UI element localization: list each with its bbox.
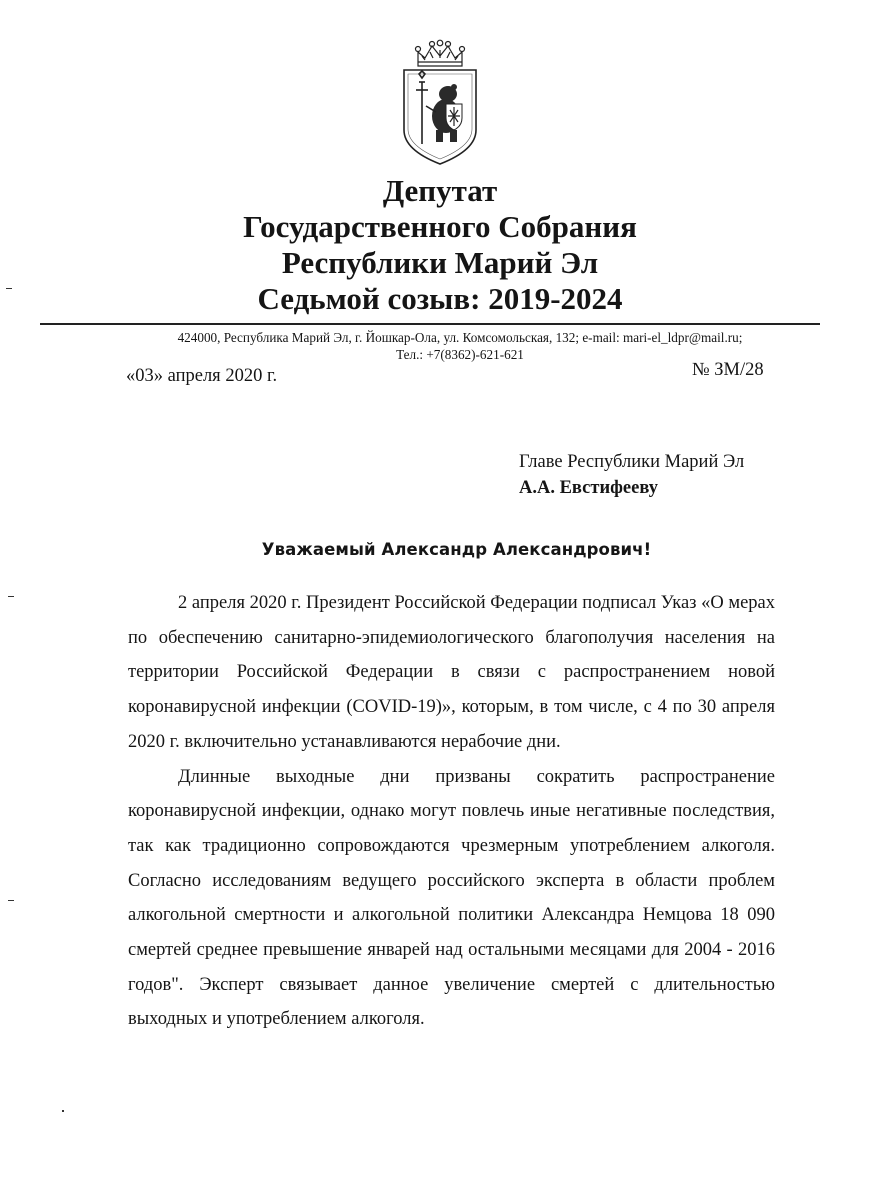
addressee-name: А.А. Евстифееву: [519, 478, 658, 498]
scan-mark: [6, 288, 12, 289]
title-line-2: Государственного Собрания: [243, 209, 637, 244]
letter-number: № ЗМ/28: [692, 360, 764, 380]
addressee-position: Главе Республики Марий Эл: [519, 452, 745, 472]
address-line-1: 424000, Республика Марий Эл, г. Йошкар-Ола, ул. Комсомольская, 132; e-mail: mari-el_ldpr@mail.ru;: [177, 330, 743, 345]
coat-of-arms-emblem: [400, 38, 480, 168]
scan-mark: [62, 1110, 64, 1112]
title-line-3: Республики Марий Эл: [281, 245, 599, 280]
paragraph-2: Длинные выходные дни призваны сократить распространение коронавирусной инфекции, однако могут повлечь иные негативные последствия, так как традиционно сопровождаются чрезмерным употреблением алкоголя. Согласно исследованиям ведущего российского эксперта в области проблем алкогольной смертности и алкогольной политики Александра Немцова 18 090 смертей среднее превышение январей над остальными месяцами для 2004 - 2016 годов". Эксперт связывает данное увеличение смертей с длительностью выходных и употреблением алкоголя.: [128, 766, 775, 1030]
scan-mark: [8, 900, 14, 901]
salutation: Уважаемый Александр Александрович!: [261, 540, 652, 559]
contact-address: [100, 329, 820, 363]
title-line-4: Седьмой созыв: 2019-2024: [257, 281, 623, 316]
scan-mark: [8, 596, 14, 597]
address-line-2: Тел.: +7(8362)-621-621: [396, 347, 524, 362]
title-line-1: Депутат: [382, 173, 498, 208]
header-divider: [40, 323, 820, 325]
document-title: [160, 173, 720, 317]
letter-body: [128, 586, 775, 1037]
addressee-block: [519, 449, 744, 501]
letter-date: «03» апреля 2020 г.: [126, 366, 278, 386]
paragraph-1: 2 апреля 2020 г. Президент Российской Федерации подписал Указ «О мерах по обеспечению санитарно-эпидемиологического благополучия населения на территории Российской Федерации в связи с распространением новой коронавирусной инфекции (COVID-19)», которым, в том числе, с 4 по 30 апреля 2020 г. включительно устанавливаются нерабочие дни.: [128, 593, 775, 752]
